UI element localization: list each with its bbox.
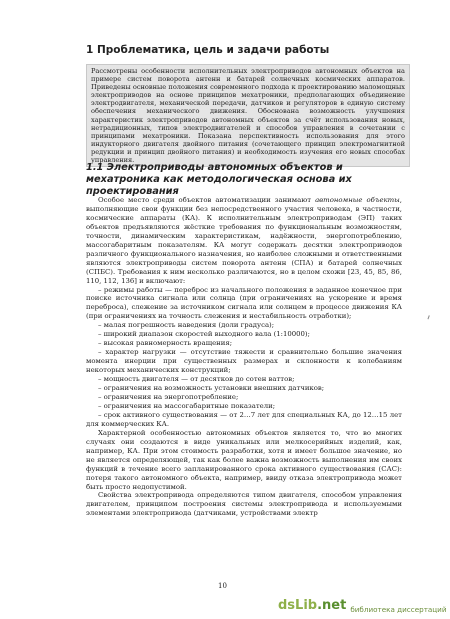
- list-item: – широкий диапазон скоростей выходного вала (1:10000);: [98, 330, 310, 339]
- list-item: – мощность двигателя — от десятков до сотен ваттов;: [98, 375, 295, 384]
- paragraph: Свойства электропривода определяются типом двигателя, способом управления двигателем, принципом построения системы электропривода и используемыми элементами электропривода (датчиками, устройствами электр: [86, 491, 402, 518]
- emphasis-term: автономные объекты: [315, 196, 400, 204]
- paragraph: Характерной особенностью автономных объектов является то, что во многих случаях они создаются в виде уникальных или мелкосерийных изделий, как, например, КА. При этом стоимость разработки, хотя и имеет большое значение, но не является определяющей, так как более важна возможность выполнения им своих функций в течение всего запланированного срока активного существования (САС): потеря такого автономного объекта, например, ввиду отказа электропривода может быть просто недопустимой.: [86, 428, 402, 491]
- list-item: – высокая равномерность вращения;: [98, 339, 233, 348]
- paragraph: Особое место среди объектов автоматизации занимают автономные объекты, выполняющие свои функции без непосредственного участия человека, в частности, космические аппараты (КА). К исполнительным электроприводам (ЭП) таких объектов предъявляются жёсткие требования по функциональным возможностям, точности, динамическим характеристикам, надёжности, энергопотреблению, массогабаритным показателям. КА могут содержать десятки электроприводов различного функционального назначения, но наиболее сложными и ответственными являются электроприводы систем поворота антенн (СПА) и батарей солнечных (СПБС). Требования к ним несколько различаются, но в целом схожи [23, 45, 85, 86, 110, 112, 136] и включают:: [86, 196, 402, 285]
- list-item: – характер нагрузки — отсутствие тяжести и сравнительно большие значения момента инерции при существенных размерах и склонности к колебаниям некоторых механических конструкций;: [86, 348, 402, 375]
- list-item: – малая погрешность наведения (доли градуса);: [98, 321, 275, 330]
- page-title: 1 Проблематика, цель и задачи работы: [86, 44, 330, 56]
- page-number: 10: [218, 582, 227, 590]
- list-item: – ограничения на возможность установки внешних датчиков;: [98, 384, 325, 393]
- chapter-summary-text: Рассмотрены особенности исполнительных электроприводов автономных объектов на примере систем поворота антенн и батарей солнечных космических аппаратов. Приведены основные положения современного подхода к проектированию маломощных электроприводов на основе принципов мехатроники, предполагающих объединение электродвигателя, механической передачи, датчиков и регуляторов в единую систему обеспечения механического движения. Обоснована возможность улучшения характеристик электроприводов автономных объектов за счёт использования новых, нетрадиционных, типов электродвигателей и способов управления в сочетании с принципами мехатроники. Показана перспективность использования для этого индукторного двигателя двойного питания (сочетающего принцип электромагнитной редукции и принцип двойного питания) и необходимость изучения его новых способах управления.: [91, 67, 405, 165]
- section-title: 1.1 Электроприводы автономных объектов и мехатроника как методологическая основа их проектирования: [86, 162, 352, 197]
- list-item: – режимы работы — переброс из начального положения в заданное конечное при поиске источника сигнала или солнца (при ограничениях на ускорение и время переброса), слежение за источником сигнала или солнцем в процессе движения КА (при ограничениях на точность слежения и нестабильность отработки);: [86, 285, 402, 321]
- stray-pen-mark: [427, 315, 433, 320]
- watermark-subtitle: библиотека диссертаций: [350, 605, 447, 614]
- list-item: – ограничения на массогабаритные показатели;: [98, 401, 276, 410]
- watermark[interactable]: [278, 597, 447, 614]
- list-item: – ограничения на энергопотребление;: [98, 392, 239, 401]
- list-item: – срок активного существования — от 2…7 лет для специальных КА, до 12…15 лет для коммерческих КА.: [86, 410, 402, 428]
- body-text: [86, 196, 402, 518]
- watermark-logo: dsLib .net: [278, 598, 347, 613]
- chapter-summary-box: [86, 64, 410, 167]
